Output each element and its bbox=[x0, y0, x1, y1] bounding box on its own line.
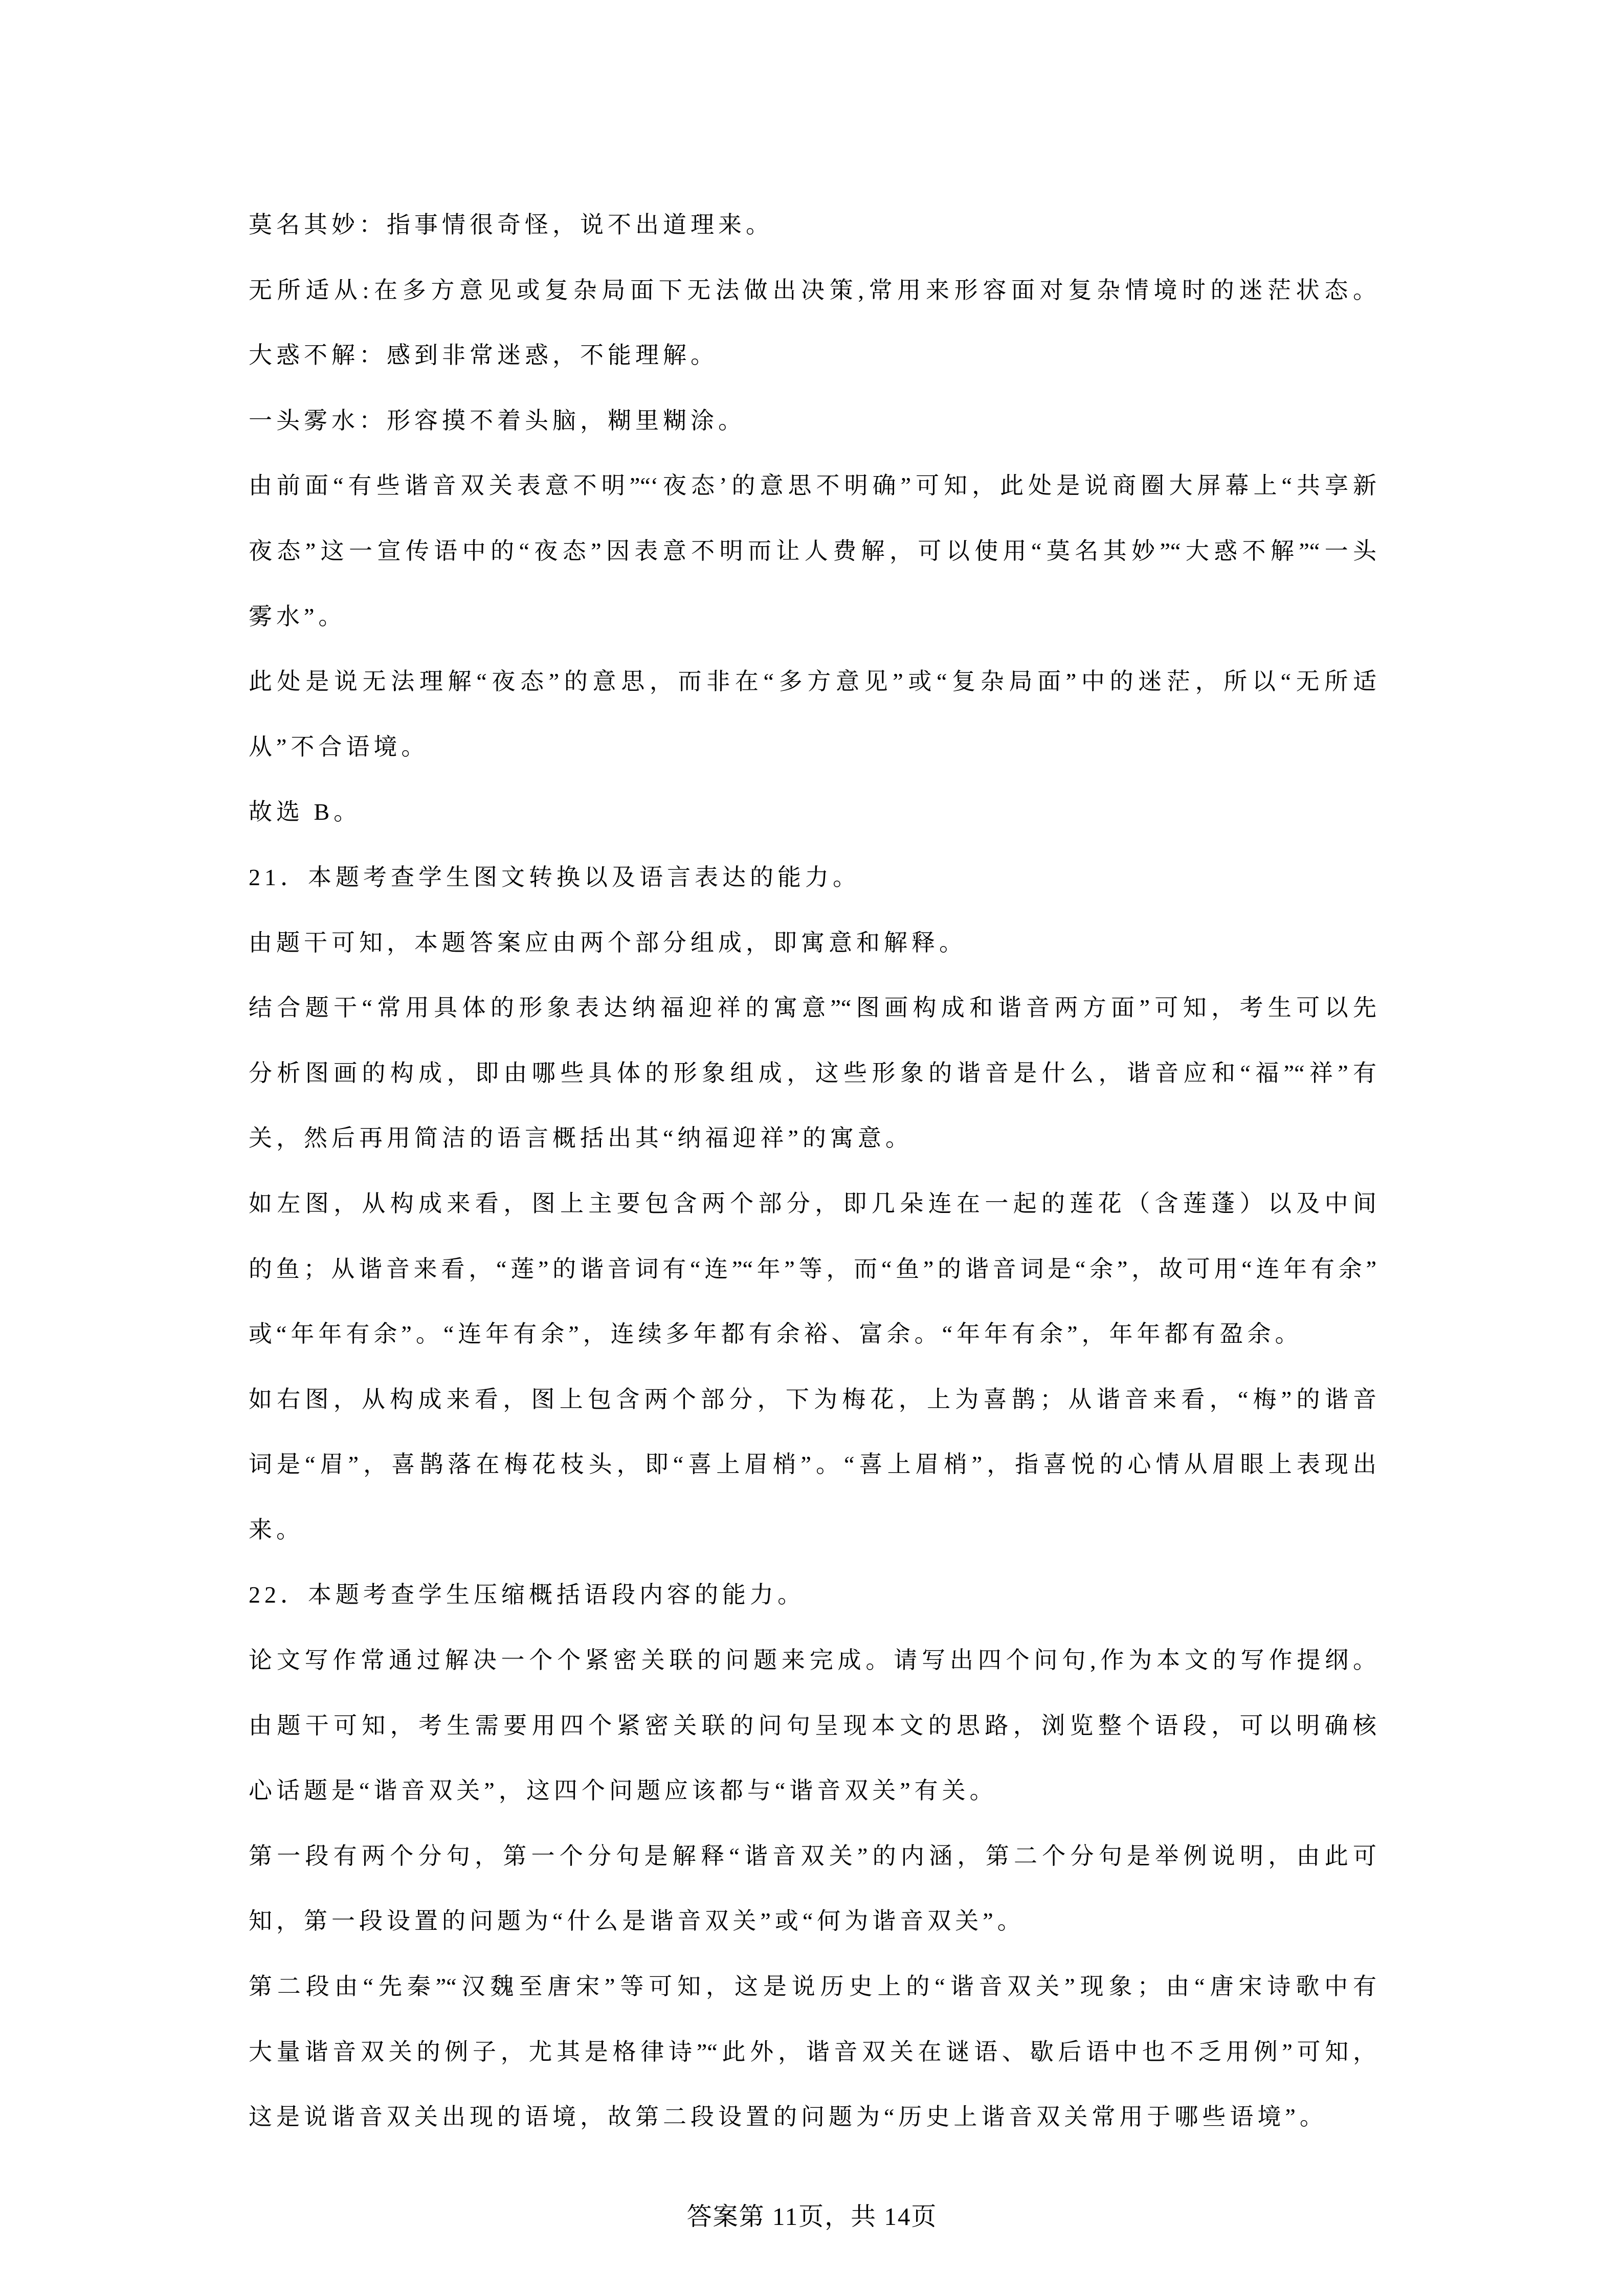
text-line: 来。 bbox=[249, 1516, 304, 1543]
text-line: 词是“眉”，喜鹊落在梅花枝头，即“喜上眉梢”。“喜上眉梢”，指喜悦的心情从眉眼上表现出 bbox=[249, 1451, 1376, 1478]
text-line: 分析图画的构成，即由哪些具体的形象组成，这些形象的谐音是什么，谐音应和“福”“祥”有 bbox=[249, 1060, 1376, 1086]
text-line: 由题干可知，本题答案应由两个部分组成，即寓意和解释。 bbox=[249, 929, 967, 956]
text-line: 第一段有两个分句，第一个分句是解释“谐音双关”的内涵，第二个分句是举例说明，由此可 bbox=[249, 1842, 1376, 1869]
text-line: 关，然后再用简洁的语言概括出其“纳福迎祥”的寓意。 bbox=[249, 1125, 913, 1152]
text-line: 如左图，从构成来看，图上主要包含两个部分，即几朵连在一起的莲花（含莲蓬）以及中间 bbox=[249, 1190, 1376, 1217]
text-line: 由题干可知，考生需要用四个紧密关联的问句呈现本文的思路，浏览整个语段，可以明确核 bbox=[249, 1712, 1376, 1739]
text-line: 夜态”这一宣传语中的“夜态”因表意不明而让人费解，可以使用“莫名其妙”“大惑不解”“一头 bbox=[249, 537, 1376, 564]
text-line: 雾水”。 bbox=[249, 603, 346, 629]
text-line: 故选 B。 bbox=[249, 799, 362, 825]
text-line: 由前面“有些谐音双关表意不明”“‘夜态’的意思不明确”可知，此处是说商圈大屏幕上“共享新 bbox=[249, 472, 1376, 499]
text-line: 或“年年有余”。“连年有余”，连续多年都有余裕、富余。“年年有余”，年年都有盈余。 bbox=[249, 1321, 1303, 1347]
text-line: 22．本题考查学生压缩概括语段内容的能力。 bbox=[249, 1582, 805, 1608]
text-line: 心话题是“谐音双关”，这四个问题应该都与“谐音双关”有关。 bbox=[249, 1777, 997, 1804]
text-line: 大量谐音双关的例子，尤其是格律诗”“此外，谐音双关在谜语、歇后语中也不乏用例”可知， bbox=[249, 2038, 1376, 2065]
text-line: 一头雾水：形容摸不着头脑，糊里糊涂。 bbox=[249, 407, 746, 434]
text-line: 知，第一段设置的问题为“什么是谐音双关”或“何为谐音双关”。 bbox=[249, 1908, 1025, 1934]
text-line: 这是说谐音双关出现的语境，故第二段设置的问题为“历史上谐音双关常用于哪些语境”。 bbox=[249, 2104, 1327, 2130]
text-line: 论文写作常通过解决一个个紧密关联的问题来完成。请写出四个问句,作为本文的写作提纲。 bbox=[249, 1647, 1376, 1674]
text-line: 结合题干“常用具体的形象表达纳福迎祥的寓意”“图画构成和谐音两方面”可知，考生可以先 bbox=[249, 995, 1376, 1021]
page-footer: 答案第 11页，共 14页 bbox=[686, 2202, 938, 2231]
text-line: 大惑不解：感到非常迷惑，不能理解。 bbox=[249, 342, 718, 369]
text-line: 21．本题考查学生图文转换以及语言表达的能力。 bbox=[249, 864, 860, 890]
text-line: 的鱼；从谐音来看，“莲”的谐音词有“连”“年”等，而“鱼”的谐音词是“余”，故可用“连年有余” bbox=[249, 1255, 1376, 1282]
text-line: 莫名其妙：指事情很奇怪，说不出道理来。 bbox=[249, 212, 773, 238]
text-line: 第二段由“先秦”“汉魏至唐宋”等可知，这是说历史上的“谐音双关”现象；由“唐宋诗歌中有 bbox=[249, 1973, 1376, 2000]
text-line: 无所适从:在多方意见或复杂局面下无法做出决策,常用来形容面对复杂情境时的迷茫状态。 bbox=[249, 277, 1376, 303]
text-line: 如右图，从构成来看，图上包含两个部分，下为梅花，上为喜鹊；从谐音来看，“梅”的谐音 bbox=[249, 1386, 1376, 1412]
answer-text-body bbox=[249, 192, 1376, 2150]
text-line: 从”不合语境。 bbox=[249, 733, 429, 760]
text-line: 此处是说无法理解“夜态”的意思，而非在“多方意见”或“复杂局面”中的迷茫，所以“无所适 bbox=[249, 668, 1376, 695]
